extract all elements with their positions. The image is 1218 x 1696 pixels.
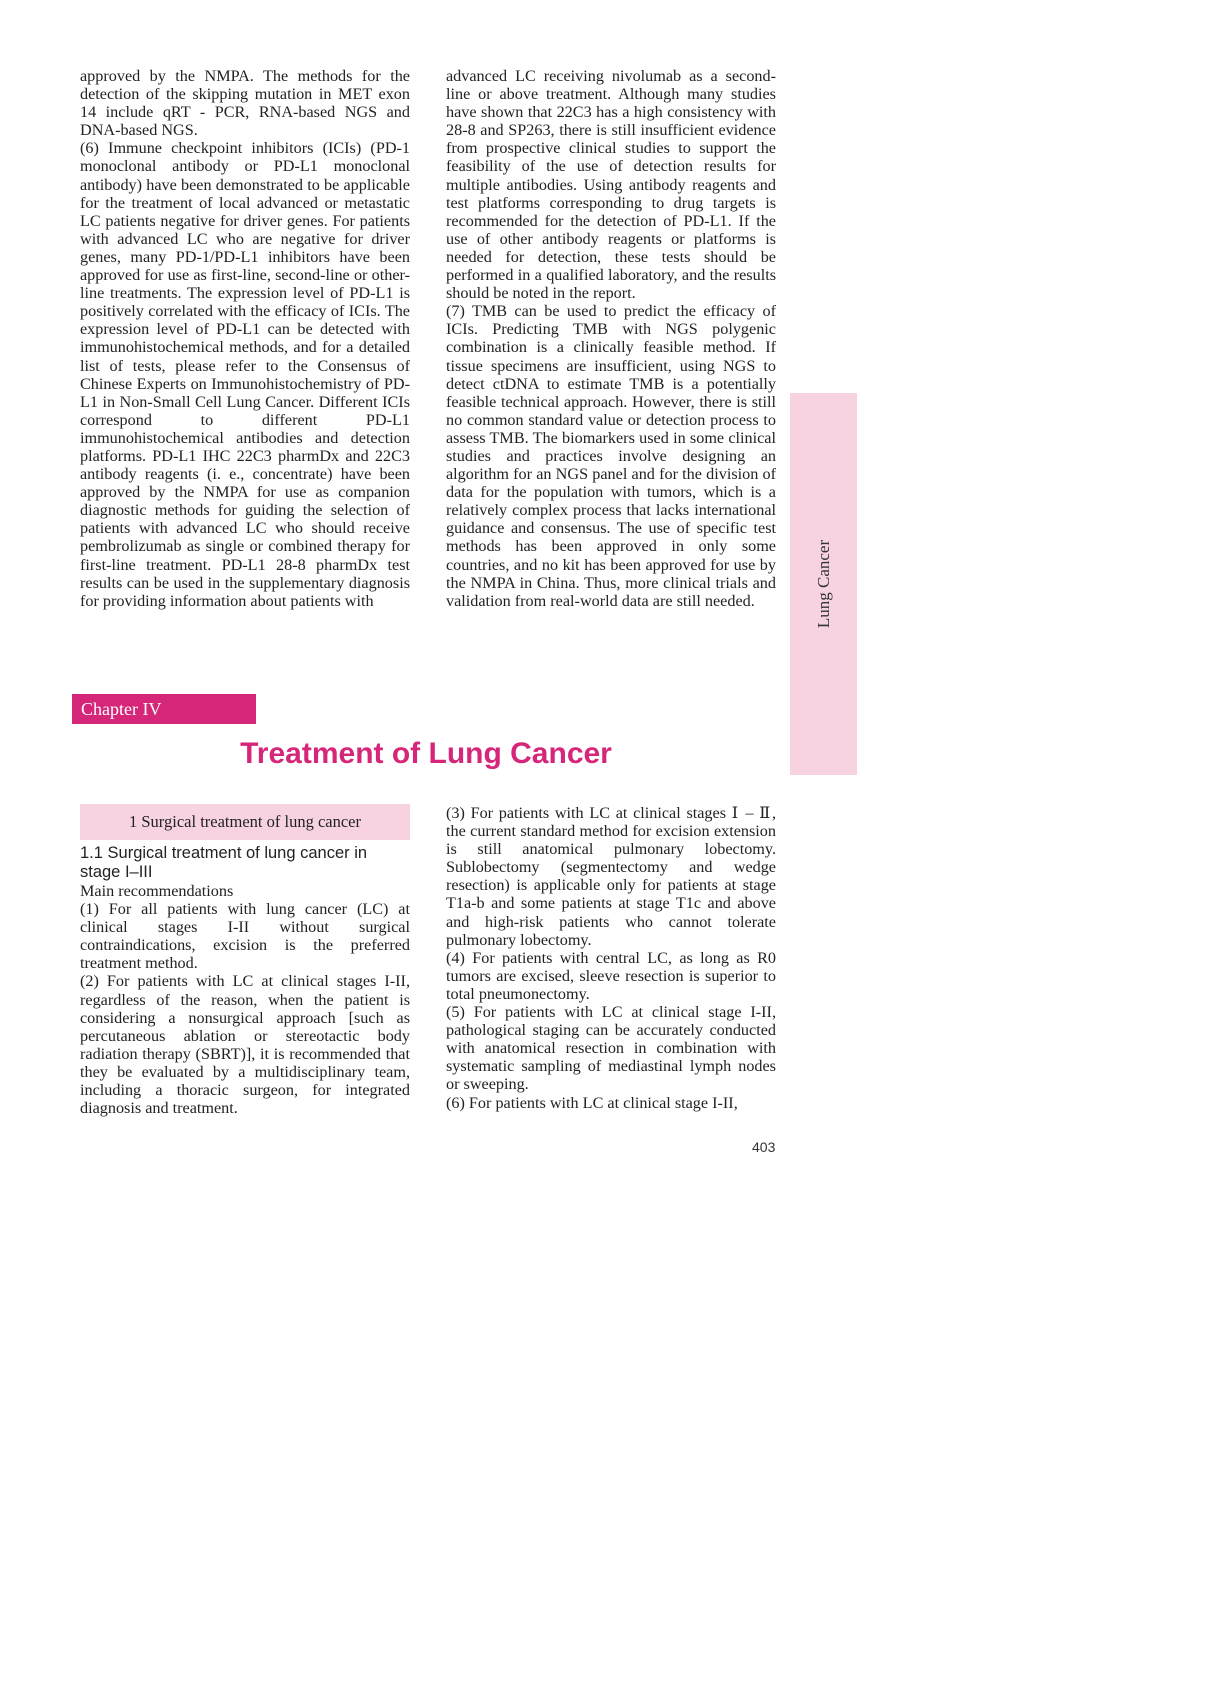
- bottom-right-column: [446, 804, 776, 1112]
- paragraph: (1) For all patients with lung cancer (LC) at clinical stages I-II without surgical contraindications, excision is the preferred treatment method.: [80, 900, 410, 973]
- paragraph: advanced LC receiving nivolumab as a second-line or above treatment. Although many studies have shown that 22C3 has a high consistency with 28-8 and SP263, there is still insufficient evidence from prospective clinical studies to support the feasibility of the use of detection results for multiple antibodies. Using antibody reagents and test platforms corresponding to drug targets is recommended for the detection of PD-L1. If the use of other antibody reagents or platforms is needed for detection, these tests should be performed in a qualified laboratory, and the results should be noted in the report.: [446, 67, 776, 303]
- subsection-heading: 1.1 Surgical treatment of lung cancer in stage I–III: [80, 844, 368, 881]
- side-tab-label: Lung Cancer: [813, 539, 833, 629]
- chapter-title: Treatment of Lung Cancer: [240, 737, 612, 770]
- side-tab: [790, 393, 857, 775]
- paragraph: (6) Immune checkpoint inhibitors (ICIs) (PD-1 monoclonal antibody or PD-L1 monoclonal antibody) have been demonstrated to be applicable for the treatment of local advanced or metastatic LC patients negative for driver genes. For patients with advanced LC who are negative for driver genes, many PD-1/PD-L1 inhibitors have been approved for use as first-line, second-line or other-line treatments. The expression level of PD-L1 is positively correlated with the efficacy of ICIs. The expression level of PD-L1 can be detected with immunohistochemical methods, and for a detailed list of tests, please refer to the Consensus of Chinese Experts on Immunohistochemistry of PD-L1 in Non-Small Cell Lung Cancer. Different ICIs correspond to different PD-L1 immunohistochemical antibodies and detection platforms. PD-L1 IHC 22C3 pharmDx and 22C3 antibody reagents (i. e., concentrate) have been approved by the NMPA for use as companion diagnostic methods for guiding the selection of patients with advanced LC who should receive pembrolizumab as single or combined therapy for first-line treatment. PD-L1 28-8 pharmDx test results can be used in the supplementary diagnosis for providing information about patients with: [80, 139, 410, 610]
- page-number: 403: [752, 1139, 776, 1155]
- chapter-label: Chapter IV: [72, 694, 256, 724]
- paragraph: approved by the NMPA. The methods for the detection of the skipping mutation in MET exon 14 include qRT - PCR, RNA-based NGS and DNA-based NGS.: [80, 67, 410, 140]
- paragraph: (2) For patients with LC at clinical stages I-II, regardless of the reason, when the patient is considering a nonsurgical approach [such as percutaneous ablation or stereotactic body radiation therapy (SBRT)], it is recommended that they be evaluated by a multidisciplinary team, including a thoracic surgeon, for integrated diagnosis and treatment.: [80, 972, 410, 1118]
- top-left-column: [80, 67, 410, 610]
- recommendations-label: Main recommendations: [80, 882, 234, 900]
- paragraph: (5) For patients with LC at clinical stage I-II, pathological staging can be accurately conducted with anatomical resection in combination with systematic sampling of mediastinal lymph nodes or sweeping.: [446, 1003, 776, 1094]
- paragraph: (4) For patients with central LC, as long as R0 tumors are excised, sleeve resection is superior to total pneumonectomy.: [446, 948, 776, 1003]
- section-heading: 1 Surgical treatment of lung cancer: [80, 804, 410, 840]
- top-right-column: [446, 67, 776, 610]
- paragraph: (7) TMB can be used to predict the efficacy of ICIs. Predicting TMB with NGS polygenic combination is a clinically feasible method. If tissue specimens are insufficient, using NGS to detect ctDNA to estimate TMB is a potentially feasible technical approach. However, there is still no common standard value or detection process to assess TMB. The biomarkers used in some clinical studies and practices involve designing an algorithm for an NGS panel and for the division of data for the population with tumors, which is a relatively complex process that lacks international guidance and consensus. The use of specific test methods has been approved in only some countries, and no kit has been approved for use by the NMPA in China. Thus, more clinical trials and validation from real-world data are still needed.: [446, 302, 776, 610]
- bottom-left-column: [80, 804, 410, 1117]
- paragraph: (6) For patients with LC at clinical stage I-II,: [446, 1093, 738, 1112]
- paragraph: (3) For patients with LC at clinical stages Ⅰ – Ⅱ, the current standard method for excision extension is still anatomical pulmonary lobectomy. Sublobectomy (segmentectomy and wedge resection) is applicable only for patients at stage T1a-b and some patients at stage T1c and above and high-risk patients who cannot tolerate pulmonary lobectomy.: [446, 804, 776, 949]
